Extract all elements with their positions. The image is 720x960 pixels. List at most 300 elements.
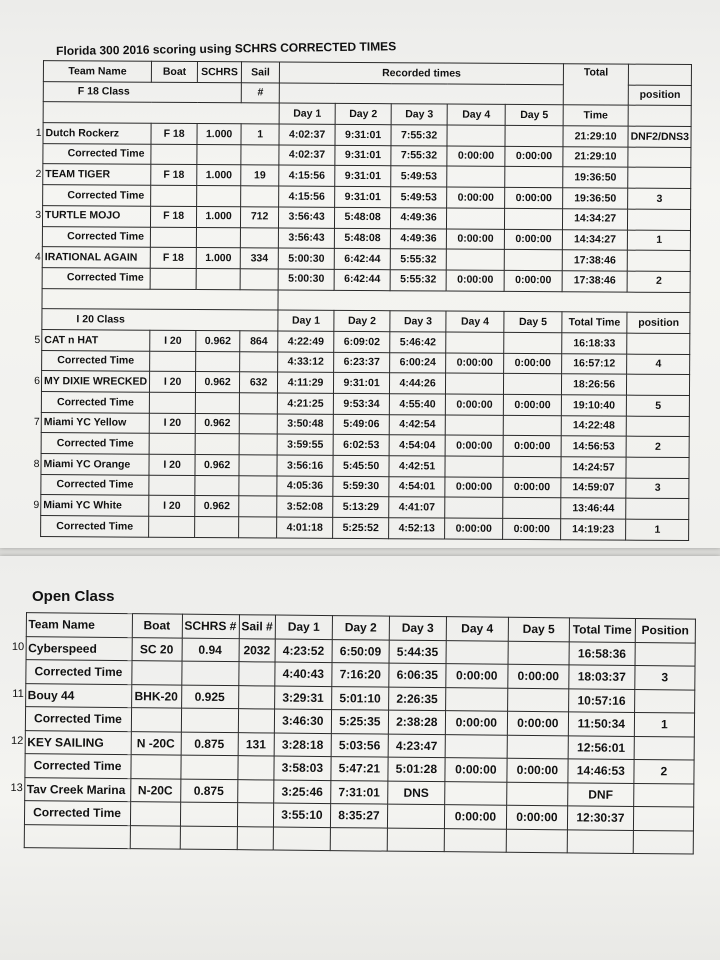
boat-class: N -20C [131,731,181,755]
corrected-time-label: Corrected Time [42,226,150,247]
schrs-rating [196,351,240,372]
position [626,416,689,437]
day-4-time [445,456,503,477]
total-time: 17:38:46 [562,250,627,271]
day-1-time: 3:56:43 [279,207,335,228]
header-day-spacer [43,102,279,124]
day-1-time: 3:50:48 [277,414,333,435]
schrs-rating [195,475,239,496]
day-5-time: 0:00:00 [505,146,563,167]
position [626,499,689,520]
day-5-time: 0:00:00 [504,229,562,250]
day-3-time: 4:55:40 [389,394,445,415]
total-time: 16:18:33 [562,333,627,354]
blank-cell [130,825,180,849]
header-day5: Day 5 [505,105,563,126]
day-4-time: 0:00:00 [446,353,504,374]
sail-number: 632 [240,372,278,393]
sail-number [238,685,275,709]
day-1-time: 3:28:18 [274,733,331,757]
position: 2 [627,271,690,292]
schrs-rating [195,393,239,414]
schrs-rating: 0.94 [182,638,239,662]
results-table-open [10,612,696,855]
day-4-time [447,125,505,146]
day-5-time [507,782,568,806]
day-1-time: 4:33:12 [278,352,334,373]
day-5-time [503,498,561,519]
schrs-rating: 1.000 [197,165,241,186]
schrs-rating [181,661,238,685]
page-title: Florida 300 2016 scoring using SCHRS CORRECTED TIMES [56,39,397,58]
day-4-time: 0:00:00 [444,805,506,829]
sail-number [239,413,277,434]
day-4-time: 0:00:00 [446,229,504,250]
day-1-time: 3:25:46 [274,780,331,804]
entry-number: 8 [33,457,40,470]
boat-class [130,802,180,826]
day-3-time: 4:23:47 [388,734,445,758]
boat-class [149,434,195,455]
day-2-time: 9:31:01 [334,373,390,394]
team-name: CAT n HAT [42,330,150,351]
total-time: 14:34:27 [562,229,627,250]
sail-number [237,756,274,780]
day-2-time: 5:25:52 [333,517,389,538]
sail-number [240,227,278,248]
sail-number [239,517,277,538]
open-header-day1: Day 1 [275,615,332,639]
day-3-time: 4:49:36 [390,228,446,249]
day-4-time: 0:00:00 [445,758,507,782]
day-2-time: 5:47:21 [331,757,388,781]
schrs-rating [197,186,241,207]
day-3-time: 5:55:32 [390,270,446,291]
team-name: KEY SAILING [25,730,131,755]
team-name: TURTLE MOJO [42,205,150,226]
schrs-rating: 0.962 [196,372,240,393]
total-time: 17:38:46 [562,271,627,292]
total-time: 14:24:57 [561,457,626,478]
header-time: Time [563,105,628,126]
open-header-day3: Day 3 [389,616,446,640]
entry-number: 9 [33,499,40,512]
blank-cell [24,824,130,849]
sail-number [237,803,274,827]
corrected-time-label: Corrected Time [24,754,130,779]
corrected-time-label: Corrected Time [25,707,131,732]
day-3-time: 6:06:35 [389,663,446,687]
day-1-time: 5:00:30 [278,269,334,290]
position: 5 [626,395,689,416]
sail-number [239,434,277,455]
sail-number: 19 [241,165,279,186]
entry-number: 11 [12,688,24,701]
day-4-time [447,166,505,187]
position: 4 [627,354,690,375]
boat-class [130,755,180,779]
schrs-rating: 0.962 [195,455,239,476]
entry-number [10,800,24,824]
corrected-time-label: Corrected Time [25,660,131,685]
header-sail-hash: # [241,82,279,103]
corrected-time-label: Corrected Time [41,392,149,413]
day-3-time: 2:26:35 [388,687,445,711]
day-3-time: 4:54:04 [389,435,445,456]
schrs-rating: 1.000 [197,206,241,227]
results-table-f18-i20 [29,60,692,541]
header-recorded-times: Recorded times [279,62,563,84]
boat-class [151,144,197,165]
day-1-time: 3:59:55 [277,434,333,455]
day-5-time: 0:00:00 [503,394,561,415]
boat-class: I 20 [149,413,195,434]
day-2-time: 9:53:34 [333,393,389,414]
boat-class: I 20 [149,496,195,517]
day-1-time: 3:55:10 [273,803,330,827]
boat-class: I 20 [150,372,196,393]
position [628,168,691,189]
sail-number [239,455,277,476]
day-2-time: 5:13:29 [333,497,389,518]
header-total-time: Total Time [562,312,627,333]
day-5-time: 0:00:00 [508,664,569,688]
sail-number [238,709,275,733]
day-2-time: 6:23:37 [334,352,390,373]
total-time: 18:03:37 [569,665,635,689]
day-3-time: 5:46:42 [390,332,446,353]
boat-class: I 20 [149,454,195,475]
corrected-time-label: Corrected Time [41,433,149,454]
day-5-time [508,641,569,665]
position: 1 [627,230,690,251]
boat-class: BHK-20 [131,684,181,708]
entry-number [29,474,41,495]
sail-number [239,496,277,517]
day-2-time: 9:31:01 [335,124,391,145]
sail-number: 334 [240,248,278,269]
day-3-time: 4:42:51 [389,456,445,477]
total-time: 14:59:07 [561,477,626,498]
boat-class [151,185,197,206]
sail-number [241,145,279,166]
day-1-time: 3:58:03 [274,756,331,780]
day-5-time: 0:00:00 [504,353,562,374]
sail-number [239,476,277,497]
schrs-rating: 0.875 [181,732,238,756]
entry-number [31,226,43,247]
schrs-rating [197,144,241,165]
total-time: 19:10:40 [561,395,626,416]
blank-cell [633,830,693,854]
day-1-time: 3:29:31 [274,686,331,710]
sail-number [238,662,275,686]
team-name: Cyberspeed [26,636,132,661]
day-2-time: 7:31:01 [331,780,388,804]
day-4-time: 0:00:00 [445,394,503,415]
f18-class-heading: F 18 Class [43,81,241,103]
day-5-time [507,735,568,759]
day-2-time: 5:01:10 [331,686,388,710]
header-sail: Sail [241,62,279,83]
total-time: 14:46:53 [568,759,634,783]
header-day3: Day 3 [390,311,446,332]
sail-number [240,351,278,372]
day-3-time: 4:54:01 [389,476,445,497]
total-time: DNF [568,782,634,806]
team-name: TEAM TIGER [43,164,151,185]
day-4-time: 0:00:00 [446,664,508,688]
open-header-day2: Day 2 [332,616,389,640]
day-4-time: 0:00:00 [447,146,505,167]
day-3-time: 6:00:24 [390,352,446,373]
entry-number [29,516,41,537]
day-4-time: 0:00:00 [446,270,504,291]
day-2-time: 8:35:27 [330,804,387,828]
boat-class: F 18 [151,206,197,227]
day-5-time [507,688,568,712]
entry-number: 6 [34,374,41,387]
entry-number [11,659,25,683]
header-team-name: Team Name [43,61,151,82]
total-time: 14:56:53 [561,436,626,457]
entry-number [30,391,42,412]
entry-number: 1 [35,126,42,139]
header-day4: Day 4 [446,311,504,332]
position [627,250,690,271]
day-5-time [503,456,561,477]
position [626,457,689,478]
team-name: Miami YC Orange [41,454,149,475]
day-5-time [504,374,562,395]
blank-cell [567,829,633,853]
total-time: 10:57:16 [568,688,634,712]
header-position: position [627,312,690,333]
position: 3 [626,478,689,499]
sail-number [240,269,278,290]
day-2-time: 5:25:35 [331,710,388,734]
total-time: 19:36:50 [563,188,628,209]
position [627,374,690,395]
header-day2: Day 2 [335,104,391,125]
boat-class [149,516,195,537]
day-2-time: 6:42:44 [334,249,390,270]
sail-number: 864 [240,331,278,352]
blank-cell [42,288,278,310]
day-5-time [503,415,561,436]
day-5-time: 0:00:00 [507,758,568,782]
day-3-time: 7:55:32 [391,125,447,146]
entry-number [31,143,43,164]
total-time: 19:36:50 [563,167,628,188]
day-1-time: 4:15:56 [279,186,335,207]
schrs-rating [195,434,239,455]
day-5-time: 0:00:00 [506,805,567,829]
day-3-time [387,804,444,828]
day-5-time: 0:00:00 [505,188,563,209]
day-3-time: 4:41:07 [389,497,445,518]
entry-number [31,267,43,288]
day-4-time: 0:00:00 [445,518,503,539]
day-3-time: 5:49:53 [391,166,447,187]
schrs-rating [180,755,237,779]
total-time: 14:19:23 [561,519,626,540]
team-name: IRATIONAL AGAIN [42,247,150,268]
blank-cell [180,826,237,850]
day-3-time: 7:55:32 [391,145,447,166]
day-2-time: 5:48:08 [334,228,390,249]
team-name: MY DIXIE WRECKED [41,371,149,392]
schrs-rating: 0.962 [196,330,240,351]
open-header-team-name: Team Name [26,613,132,638]
day-3-time: 5:01:28 [388,757,445,781]
header-day1: Day 1 [279,103,335,124]
boat-class [150,351,196,372]
header-blank [628,64,691,85]
day-1-time: 4:02:37 [279,124,335,145]
corrected-time-label: Corrected Time [43,185,151,206]
entry-number [31,185,43,206]
header-day2: Day 2 [334,311,390,332]
team-name: Bouy 44 [25,683,131,708]
header-boat: Boat [151,61,197,82]
day-3-time: 5:44:35 [389,640,446,664]
total-time: 21:29:10 [563,126,628,147]
corrected-time-label: Corrected Time [24,801,130,826]
day-2-time: 6:09:02 [334,331,390,352]
blank-cell [444,828,506,852]
total-time: 21:29:10 [563,146,628,167]
blank-cell [330,827,387,851]
day-4-time [445,734,507,758]
entry-number: 5 [34,333,41,346]
corrected-time-label: Corrected Time [41,474,149,495]
day-4-time [447,208,505,229]
sail-number: 712 [241,207,279,228]
day-5-time [504,332,562,353]
open-header-day4: Day 4 [446,617,508,641]
blank-cell [278,290,690,313]
day-2-time: 6:02:53 [333,435,389,456]
blank-cell [273,827,330,851]
corrected-time-label: Corrected Time [42,267,150,288]
corrected-time-label: Corrected Time [42,350,150,371]
boat-class [149,392,195,413]
day-3-time: 4:42:54 [389,414,445,435]
boat-class: F 18 [151,123,197,144]
schrs-rating: 0.962 [195,413,239,434]
day-1-time: 3:46:30 [274,709,331,733]
total-time: 14:34:27 [563,209,628,230]
day-2-time: 9:31:01 [335,186,391,207]
entry-number [30,433,42,454]
total-time: 12:56:01 [568,735,634,759]
sail-number [237,779,274,803]
day-1-time: 4:22:49 [278,331,334,352]
sail-number: 1 [241,124,279,145]
day-1-time: 4:01:18 [277,517,333,538]
header-schrs: SCHRS [197,62,241,83]
day-4-time: 0:00:00 [447,187,505,208]
position: 1 [634,712,694,736]
day-3-time: DNS [388,781,445,805]
header-day5: Day 5 [504,312,562,333]
total-time: 16:57:12 [562,353,627,374]
day-2-time: 9:31:01 [335,166,391,187]
day-3-time: 5:55:32 [390,249,446,270]
day-1-time: 4:15:56 [279,165,335,186]
position: 2 [626,437,689,458]
sail-number [239,393,277,414]
header-day4: Day 4 [447,104,505,125]
total-time: 16:58:36 [569,641,635,665]
day-5-time: 0:00:00 [504,270,562,291]
day-4-time: 0:00:00 [445,711,507,735]
day-5-time [505,125,563,146]
day-5-time [505,167,563,188]
day-2-time: 5:48:08 [335,207,391,228]
boat-class: F 18 [150,247,196,268]
boat-class [149,475,195,496]
total-time: 12:30:37 [567,806,633,830]
schrs-rating: 1.000 [196,248,240,269]
day-1-time: 4:11:29 [278,372,334,393]
day-3-time: 2:38:28 [388,710,445,734]
schrs-rating: 1.000 [197,124,241,145]
day-3-time: 5:49:53 [391,187,447,208]
header-recorded-spacer [279,83,563,105]
position [627,333,690,354]
schrs-rating [181,708,238,732]
open-header-total-time: Total Time [569,618,635,642]
position [633,806,693,830]
position: 3 [628,188,691,209]
day-5-time: 0:00:00 [507,711,568,735]
position [635,642,695,666]
day-5-time [504,250,562,271]
header-total: Total [563,64,628,106]
day-3-time: 4:49:36 [391,208,447,229]
day-2-time: 6:50:09 [332,639,389,663]
day-4-time: 0:00:00 [445,477,503,498]
day-5-time: 0:00:00 [503,519,561,540]
day-4-time [445,415,503,436]
boat-class: SC 20 [132,637,182,661]
schrs-rating [180,802,237,826]
open-header-boat: Boat [132,614,182,638]
team-name: Miami YC White [41,495,149,516]
position [634,736,694,760]
day-1-time: 4:02:37 [279,145,335,166]
sail-number: 131 [238,732,275,756]
corrected-time-row [29,516,689,541]
entry-number [10,753,24,777]
entry-number: 12 [10,735,24,748]
boat-class [150,268,196,289]
entry-number: 10 [11,641,25,654]
day-4-time [445,497,503,518]
open-class-title: Open Class [32,588,115,605]
boat-class: N-20C [130,778,180,802]
day-1-time: 4:21:25 [277,393,333,414]
blank-cell [237,826,274,850]
total-time: 13:46:44 [561,498,626,519]
entry-number: 2 [35,168,42,181]
day-1-time: 4:40:43 [275,662,332,686]
day-5-time: 0:00:00 [503,436,561,457]
day-1-time: 3:56:43 [278,228,334,249]
day-4-time [446,332,504,353]
